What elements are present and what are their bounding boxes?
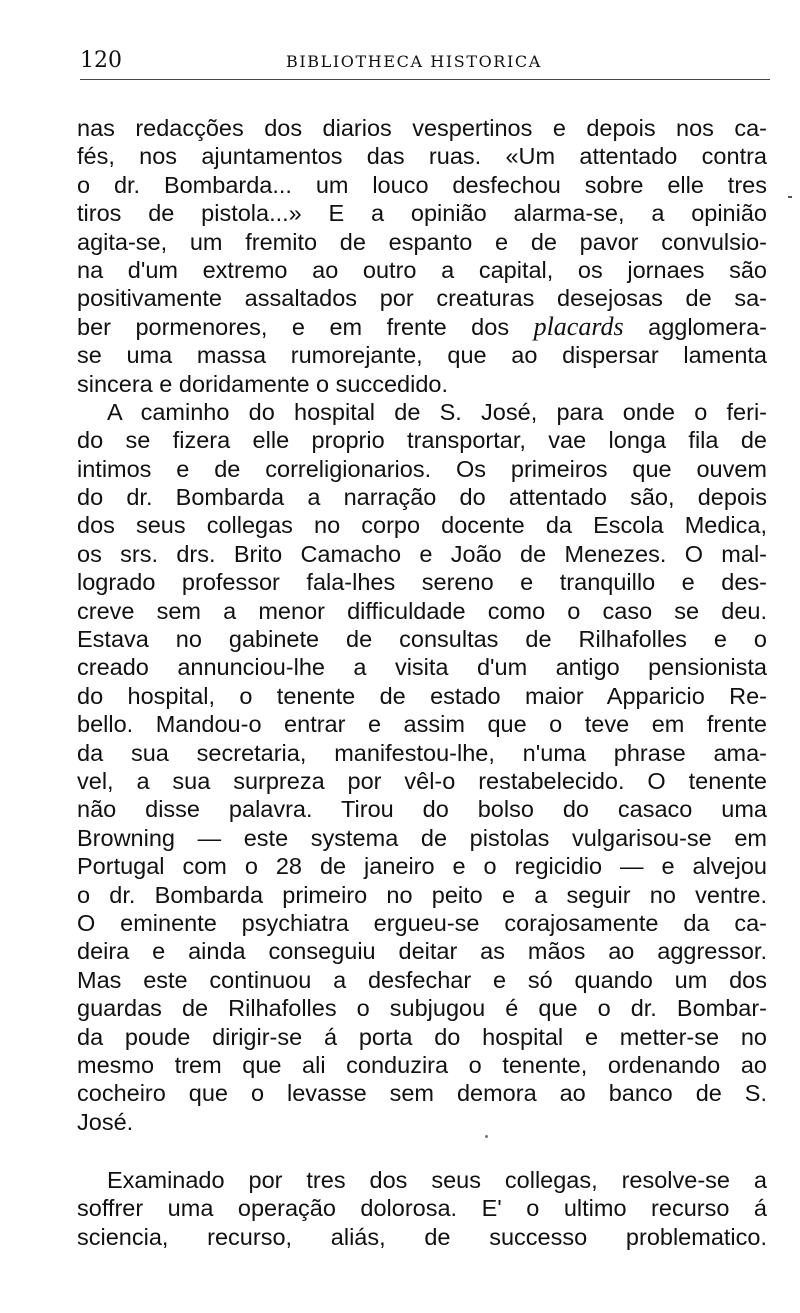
text-line: sincera e doridamente o succedido. — [77, 370, 448, 397]
print-speck — [788, 196, 792, 198]
text-line: nas redacções dos diarios vespertinos e depois nos ca- — [77, 115, 767, 141]
text-line: da poude dirigir-se á porta do hospital e metter-se no — [77, 1023, 767, 1050]
text-line: do se fizera elle proprio transportar, vae longa fila de — [77, 427, 767, 454]
text-line: Browning — este systema de pistolas vulgarisou-se em — [77, 824, 767, 851]
text-line: do dr. Bombarda a narração do attentado são, depois — [77, 484, 767, 511]
text-line: o dr. Bombarda primeiro no peito e a seguir no ventre. — [77, 881, 767, 908]
text-line: dos seus collegas no corpo docente da Escola Medica, — [77, 512, 767, 539]
text-line: mesmo trem que ali conduzira o tenente, ordenando ao — [77, 1051, 767, 1078]
text-line: Examinado por tres dos seus collegas, resolve-se a — [107, 1167, 767, 1194]
text-line: do hospital, o tenente de estado maior Apparicio Re- — [77, 682, 767, 709]
text-line: positivamente assaltados por creaturas desejosas de sa- — [77, 285, 767, 312]
text-line: Mas este continuou a desfechar e só quando um dos — [77, 966, 767, 993]
header-rule — [80, 79, 770, 80]
text-line: guardas de Rilhafolles o subjugou é que o dr. Bombar- — [77, 995, 767, 1022]
paragraph-1 — [77, 114, 767, 398]
text-line: Estava no gabinete de consultas de Rilhafolles e o — [77, 626, 767, 653]
italic-word: placards — [533, 311, 624, 341]
text-line: tiros de pistola...» E a opinião alarma-se, a opinião — [77, 200, 767, 227]
text-line: A caminho do hospital de S. José, para onde o feri- — [107, 398, 767, 425]
paragraph-gap — [77, 1136, 767, 1166]
text-line: fés, nos ajuntamentos das ruas. «Um attentado contra — [77, 143, 767, 170]
text-line: agita-se, um fremito de espanto e de pavor convulsio- — [77, 228, 767, 255]
paragraph-3 — [77, 1166, 767, 1251]
text-line: creve sem a menor difficuldade como o caso se deu. — [77, 597, 767, 624]
text-line: intimos e de correligionarios. Os primeiros que ouvem — [77, 455, 767, 482]
text-line: logrado professor fala-lhes sereno e tranquillo e des- — [77, 569, 767, 596]
text-line: cocheiro que o levasse sem demora ao banco de S. — [77, 1080, 767, 1107]
text-line: José. — [77, 1108, 134, 1135]
page-number: 120 — [80, 48, 122, 73]
text-line: os srs. drs. Brito Camacho e João de Menezes. O mal- — [77, 540, 767, 567]
text-line: O eminente psychiatra ergueu-se corajosamente da ca- — [77, 909, 767, 936]
text-line: sciencia, recurso, aliás, de successo problematico. — [77, 1223, 767, 1250]
text-line: não disse palavra. Tirou do bolso do casaco uma — [77, 796, 767, 823]
text-line: o dr. Bombarda... um louco desfechou sobre elle tres — [77, 171, 767, 198]
body-text — [77, 114, 767, 1251]
text-line: da sua secretaria, manifestou-lhe, n'uma phrase ama- — [77, 739, 767, 766]
text-line: creado annunciou-lhe a visita d'um antigo pensionista — [77, 654, 767, 681]
page-header — [80, 44, 770, 76]
text-line: soffrer uma operação dolorosa. E' o ultimo recurso á — [77, 1195, 767, 1222]
text-line: vel, a sua surpreza por vêl-o restabelecido. O tenente — [77, 767, 767, 794]
text-line: ber pormenores, e em frente dos placards agglomera- — [77, 311, 767, 341]
text-line: bello. Mandou-o entrar e assim que o teve em frente — [77, 711, 767, 738]
text-line: na d'um extremo ao outro a capital, os jornaes são — [77, 256, 767, 283]
paragraph-2 — [77, 398, 767, 1136]
running-head: BIBLIOTHECA HISTORICA — [286, 52, 542, 71]
text-line: Portugal com o 28 de janeiro e o regicidio — e alvejou — [77, 853, 767, 880]
text-line: se uma massa rumorejante, que ao dispersar lamenta — [77, 342, 767, 369]
text-line: deira e ainda conseguiu deitar as mãos ao aggressor. — [77, 938, 767, 965]
